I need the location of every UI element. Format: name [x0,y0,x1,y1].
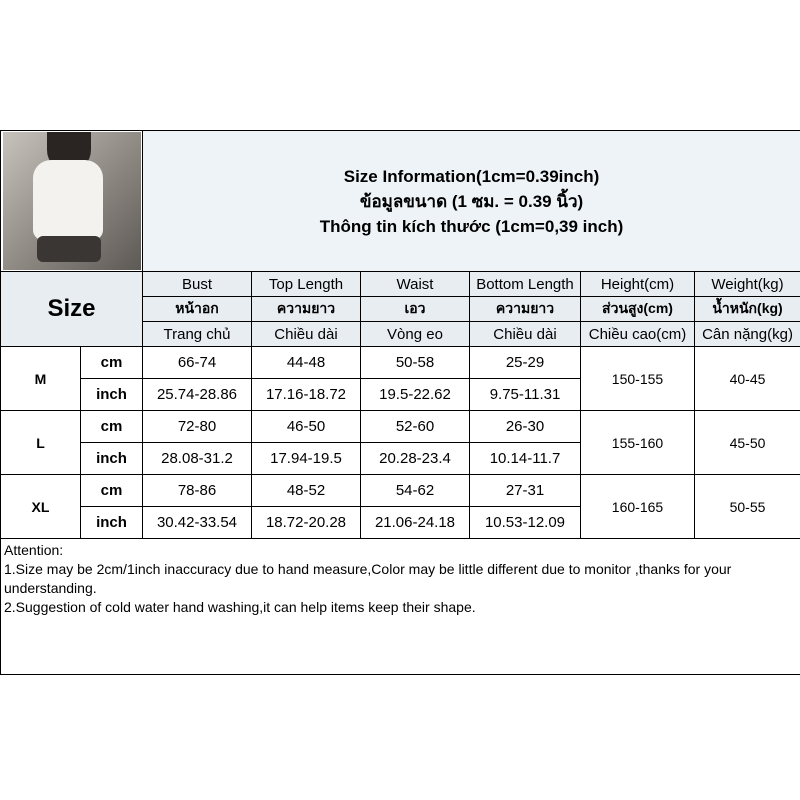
col-header-weight: Weight(kg) [695,272,800,297]
col-header-top-length: Top Length [252,272,361,297]
weight-cell: 50-55 [695,475,800,539]
table-cell: 27-31 [470,475,581,507]
col-header-bottom-length: Bottom Length [470,272,581,297]
weight-cell: 45-50 [695,411,800,475]
size-information-header [143,131,800,272]
col-header-bust-vi: Trang chủ [143,322,252,347]
col-header-waist: Waist [361,272,470,297]
col-header-bust: Bust [143,272,252,297]
unit-inch: inch [81,379,143,411]
unit-cm: cm [81,347,143,379]
table-cell: 26-30 [470,411,581,443]
table-cell: 19.5-22.62 [361,379,470,411]
product-photo [3,132,141,270]
unit-cm: cm [81,411,143,443]
height-cell: 160-165 [581,475,695,539]
col-header-bottom-length-vi: Chiều dài [470,322,581,347]
table-cell: 17.16-18.72 [252,379,361,411]
col-header-height-th: ส่วนสูง(cm) [581,297,695,322]
table-cell: 52-60 [361,411,470,443]
table-cell: 72-80 [143,411,252,443]
table-cell: 48-52 [252,475,361,507]
info-thai: ข้อมูลขนาด (1 ซม. = 0.39 นิ้ว) [359,191,584,211]
attention-note-1: 1.Size may be 2cm/1inch inaccuracy due to hand measure,Color may be little different due to monitor ,thanks for your understanding. [4,561,732,596]
unit-cm: cm [81,475,143,507]
table-cell: 10.53-12.09 [470,507,581,539]
col-header-waist-vi: Vòng eo [361,322,470,347]
table-cell: 46-50 [252,411,361,443]
table-cell: 50-58 [361,347,470,379]
height-cell: 150-155 [581,347,695,411]
col-header-waist-th: เอว [361,297,470,322]
info-vietnamese: Thông tin kích thước (1cm=0,39 inch) [319,216,624,236]
size-table [0,130,800,675]
table-cell: 44-48 [252,347,361,379]
col-header-weight-vi: Cân nặng(kg) [695,322,800,347]
table-cell: 18.72-20.28 [252,507,361,539]
table-cell: 10.14-11.7 [470,443,581,475]
table-cell: 25-29 [470,347,581,379]
size-label-xl: XL [1,475,81,539]
unit-inch: inch [81,507,143,539]
table-cell: 9.75-11.31 [470,379,581,411]
table-cell: 30.42-33.54 [143,507,252,539]
col-header-height-vi: Chiều cao(cm) [581,322,695,347]
info-english: Size Information(1cm=0.39inch) [343,166,600,186]
size-column-title: Size [1,272,143,347]
size-label-m: M [1,347,81,411]
attention-note-2: 2.Suggestion of cold water hand washing,it can help items keep their shape. [4,599,476,615]
col-header-height: Height(cm) [581,272,695,297]
size-label-l: L [1,411,81,475]
table-cell: 66-74 [143,347,252,379]
table-cell: 21.06-24.18 [361,507,470,539]
height-cell: 155-160 [581,411,695,475]
table-cell: 25.74-28.86 [143,379,252,411]
attention-title: Attention: [4,542,64,558]
table-cell: 78-86 [143,475,252,507]
table-cell: 17.94-19.5 [252,443,361,475]
table-cell: 28.08-31.2 [143,443,252,475]
size-chart [0,130,800,675]
col-header-top-length-th: ความยาว [252,297,361,322]
attention-notes [1,539,800,675]
col-header-weight-th: น้ำหนัก(kg) [695,297,800,322]
product-photo-cell [1,131,143,272]
unit-inch: inch [81,443,143,475]
col-header-top-length-vi: Chiều dài [252,322,361,347]
col-header-bottom-length-th: ความยาว [470,297,581,322]
col-header-bust-th: หน้าอก [143,297,252,322]
table-cell: 20.28-23.4 [361,443,470,475]
table-cell: 54-62 [361,475,470,507]
weight-cell: 40-45 [695,347,800,411]
